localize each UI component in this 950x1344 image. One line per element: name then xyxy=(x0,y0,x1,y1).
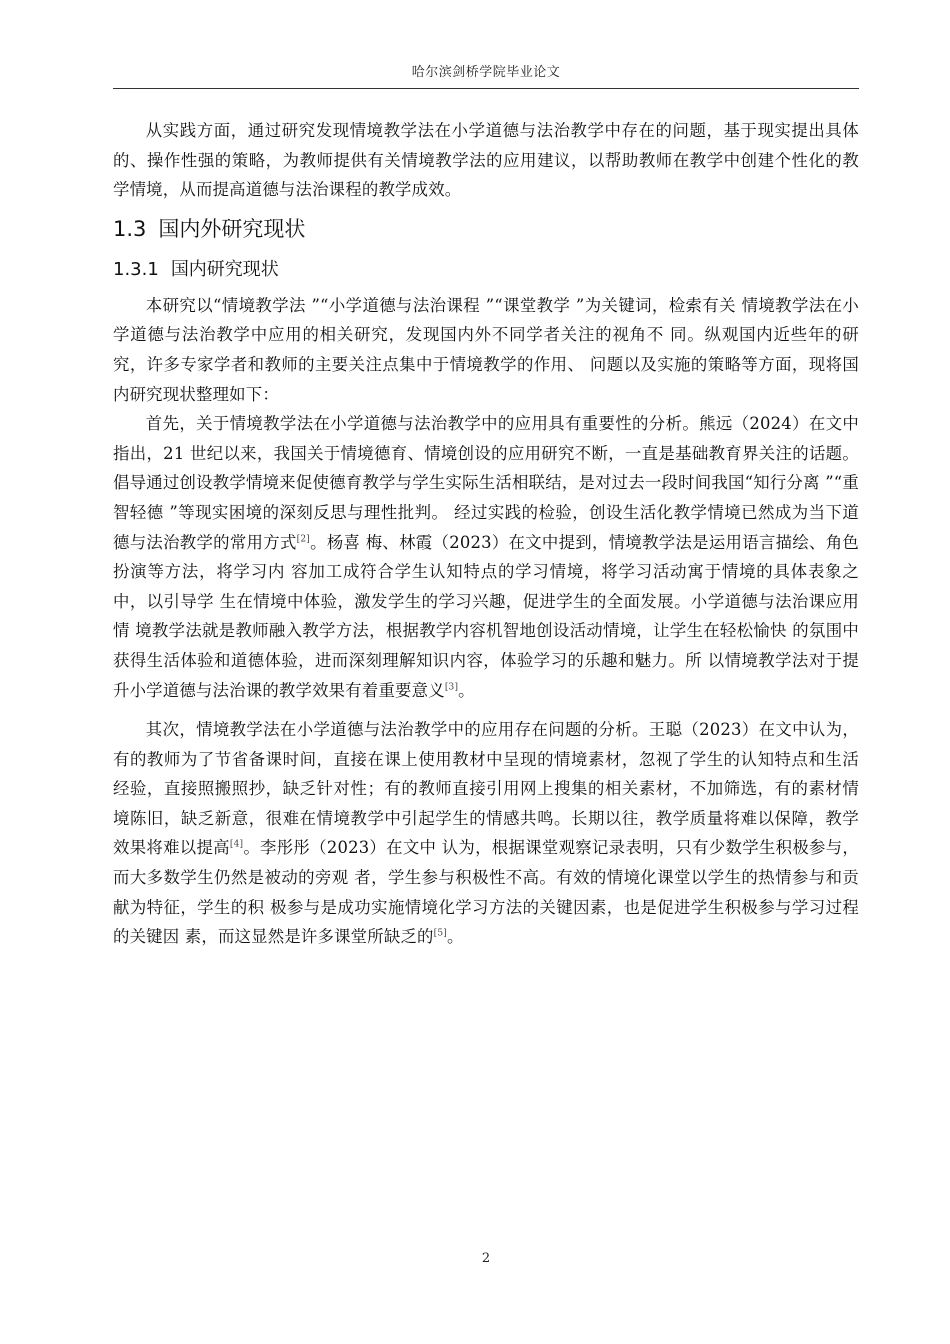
document-body xyxy=(113,116,859,952)
subsection-heading xyxy=(113,255,859,285)
paragraph-text: 。 xyxy=(447,927,464,947)
paragraph-gap xyxy=(113,705,859,715)
paragraph-problems xyxy=(113,715,859,952)
page-number: 2 xyxy=(481,1251,491,1266)
paragraph-importance xyxy=(113,409,859,705)
paragraph-text: 。李彤彤（2023）在文中 认为，根据课堂观察记录表明，只有少数学生积极参与，而大多数学生仍然是被动的旁观 者，学生参与积极性不高。有效的情境化课堂以学生的热情参与和贡献为特征，学生的积 极参与是成功实施情境化学习方法的关键因素，也是促进学生积极参与学习过程的关键因 素，而这显然是许多课堂所缺乏的 xyxy=(113,838,859,947)
header-rule xyxy=(113,88,859,89)
citation-ref[interactable]: [5] xyxy=(433,928,447,939)
subsection-title: 国内研究现状 xyxy=(170,258,279,280)
paragraph-text: 。杨喜 梅、林霞（2023）在文中提到，情境教学法是运用语言描绘、角色扮演等方法，将学习内 容加工成符合学生认知特点的学习情境，将学习活动寓于情境的具体表象之中，以引导学 生在情境中体验，激发学生的学习兴趣，促进学生的全面发展。小学道德与法治课应用情 境教学法就是教师融入教学方法，根据教学内容机智地创设活动情境，让学生在轻松愉快 的氛围中获得生活体验和道德体验，进而深刻理解知识内容，体验学习的乐趣和魅力。所 以情境教学法对于提升小学道德与法治课的教学效果有着重要意义 xyxy=(113,532,860,700)
paragraph-keywords: 本研究以“情境教学法 ”“小学道德与法治课程 ”“课堂教学 ”为关键词，检索有关 情境教学法在小学道德与法治教学中应用的相关研究，发现国内外不同学者关注的视角不 同。纵观国内近些年的研究，许多专家学者和教师的主要关注点集中于情境教学的作用、 问题以及实施的策略等方面，现将国内研究现状整理如下： xyxy=(113,295,859,404)
citation-ref[interactable]: [3] xyxy=(444,682,459,693)
paragraph-text: 。 xyxy=(458,680,475,700)
subsection-number: 1.3.1 xyxy=(113,258,159,280)
paragraph-text: 首先，关于情境教学法在小学道德与法治教学中的应用具有重要性的分析。熊远（2024）在文中指出，21 世纪以来，我国关于情境德育、情境创设的应用研究不断，一直是基础教育界关注的话题。倡导通过创设教学情境来促使德育教学与学生实际生活相联结，是对过去一段时间我国“知行分离 ”“重智轻德 ”等现实困境的深刻反思与理性批判。 经过实践的检验，创设生活化教学情境已然成为当下道德与法治教学的常用方式 xyxy=(113,414,859,552)
section-title: 国内外研究现状 xyxy=(158,216,306,241)
paragraph-text: 其次，情境教学法在小学道德与法治教学中的应用存在问题的分析。王聪（2023）在文中认为，有的教师为了节省备课时间，直接在课上使用教材中呈现的情境素材，忽视了学生的认知特点和生活经验，直接照搬照抄，缺乏针对性；有的教师直接引用网上搜集的相关素材，不加筛选，有的素材情境陈旧，缺乏新意，很难在情境教学中引起学生的情感共鸣。长期以往，教学质量将难以保障，教学效果将难以提高 xyxy=(113,720,859,858)
citation-ref[interactable]: [2] xyxy=(296,534,311,545)
running-header: 哈尔滨剑桥学院毕业论文 xyxy=(411,65,561,80)
section-number: 1.3 xyxy=(113,216,147,241)
intro-paragraph: 从实践方面，通过研究发现情境教学法在小学道德与法治教学中存在的问题，基于现实提出具体的、操作性强的策略，为教师提供有关情境教学法的应用建议，以帮助教师在教学中创建个性化的教学情境，从而提高道德与法治课程的教学成效。 xyxy=(113,121,859,200)
section-heading xyxy=(113,213,859,245)
citation-ref[interactable]: [4] xyxy=(229,840,244,850)
